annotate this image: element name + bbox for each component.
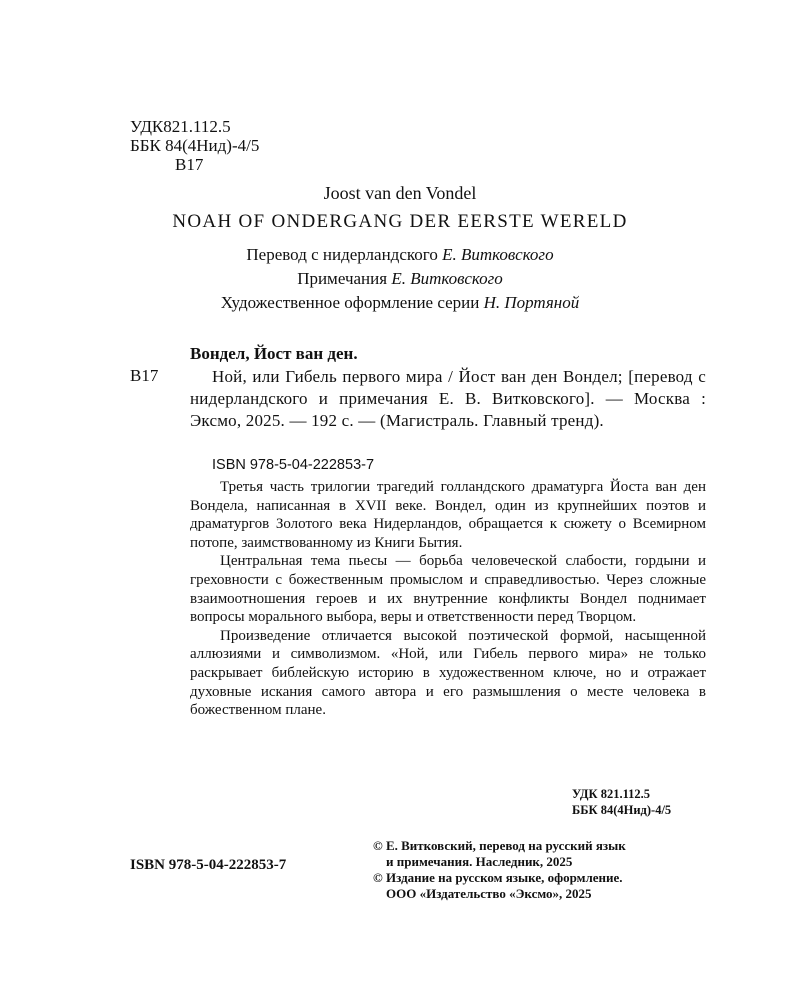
original-title: NOAH OF ONDERGANG DER EERSTE WERELD: [172, 211, 628, 232]
bib-heading: Вондел, Йост ван ден.: [190, 344, 358, 363]
isbn-bottom: ISBN 978-5-04-222853-7: [130, 857, 287, 873]
copyright-line: © Е. Витковский, перевод на русский язык: [373, 838, 626, 853]
copyright-line: и примечания. Наследник, 2025: [386, 854, 573, 869]
udk-code: УДК821.112.5: [130, 117, 231, 136]
udk-code-right: УДК 821.112.5: [572, 787, 651, 801]
original-author: Joost van den Vondel: [323, 183, 477, 203]
bib-isbn: ISBN 978-5-04-222853-7: [212, 457, 375, 473]
credit-translation: [0, 245, 800, 265]
bbk-code-right: ББК 84(4Нид)-4/5: [572, 803, 672, 817]
credit-translation-name: Е. Витковского: [442, 245, 554, 264]
credit-notes-label: Примечания: [297, 269, 392, 288]
copyright-block: [373, 838, 718, 902]
copyright-line: ООО «Издательство «Эксмо», 2025: [386, 886, 592, 901]
credit-design-label: Художественное оформление серии: [220, 293, 484, 312]
credit-design-name: Н. Портяной: [483, 293, 580, 312]
credit-translation-label: Перевод с нидерландского: [246, 245, 443, 264]
bbk-code: ББК 84(4Нид)-4/5: [130, 136, 260, 155]
annotation-paragraph: Произведение отличается высокой поэтической формой, насыщенной аллюзиями и символизмом. «Ной, или Гибель первого мира» не только раскрывает библейскую историю в художественном ключе, но и отражает духовные искания самого автора и его размышления о месте человека в божественном плане.: [190, 627, 706, 719]
copyright-line: © Издание на русском языке, оформление.: [373, 870, 623, 885]
credit-design: [0, 293, 800, 313]
bib-author-mark: В17: [130, 366, 159, 385]
annotation: [190, 478, 706, 720]
bib-description: Ной, или Гибель первого мира / Йост ван ден Вондел; [перевод с нидерландского и примечания Е. В. Витковского]. — Москва : Эксмо, 2025. — 192 с. — (Магистраль. Главный тренд).: [190, 367, 706, 430]
credit-notes-name: Е. Витковского: [391, 269, 503, 288]
author-mark: В17: [175, 155, 204, 174]
credit-notes: [0, 269, 800, 289]
annotation-paragraph: Центральная тема пьесы — борьба человеческой слабости, гордыни и греховности с божественным промыслом и справедливостью. Через сложные взаимоотношения героев и их внутренние конфликты Вондел поднимает вопросы морального выбора, веры и ответственности перед Творцом.: [190, 553, 706, 626]
annotation-paragraph: Третья часть трилогии трагедий голландского драматурга Йоста ван ден Вондела, написанная в XVII веке. Вондел, один из крупнейших поэтов и драматургов Золотого века Нидерландов, обращается к сюжету о Всемирном потопе, заимствованному из Книги Бытия.: [190, 479, 706, 551]
